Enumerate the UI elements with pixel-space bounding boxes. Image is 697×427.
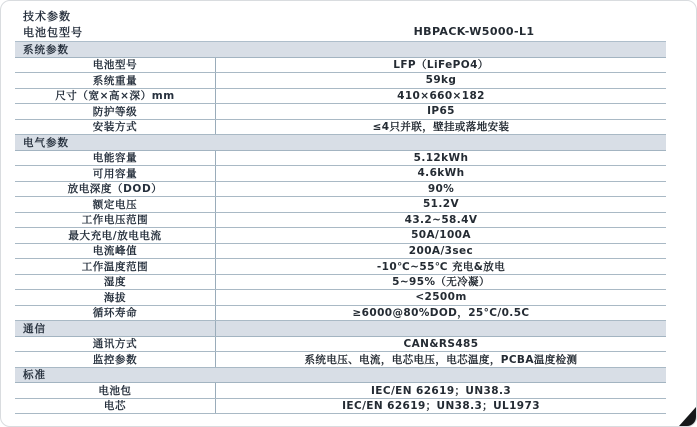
model-label: 电池包型号 xyxy=(23,25,83,39)
section-header xyxy=(15,368,666,384)
section-header-label: 标准 xyxy=(23,369,46,382)
spec-label: 电池型号 xyxy=(15,58,216,73)
spec-label: 通讯方式 xyxy=(15,337,216,352)
spec-value: 50A/100A xyxy=(411,229,471,242)
spec-label: 尺寸（宽×高×深）mm xyxy=(15,89,216,104)
section-header-label: 系统参数 xyxy=(23,43,69,56)
spec-value: 5.12kWh xyxy=(413,151,469,164)
table-row xyxy=(15,89,666,105)
table-row xyxy=(15,337,666,353)
spec-label: 放电深度（DOD） xyxy=(15,182,216,197)
spec-label: 电流峰值 xyxy=(15,244,216,259)
spec-value: 43.2~58.4V xyxy=(404,213,478,226)
table-row xyxy=(15,73,666,89)
spec-label: 系统重量 xyxy=(15,73,216,88)
table-row xyxy=(15,197,666,213)
table-row xyxy=(15,166,666,182)
spec-label: 海拔 xyxy=(15,290,216,305)
spec-value: <2500m xyxy=(415,291,467,304)
resize-corner-icon xyxy=(679,407,696,426)
spec-label: 防护等级 xyxy=(15,104,216,119)
table-row xyxy=(15,104,666,120)
section-header-filler xyxy=(216,368,666,383)
table-row xyxy=(15,213,666,229)
section-header xyxy=(15,135,666,151)
spec-label: 循环寿命 xyxy=(15,306,216,321)
table-row xyxy=(15,275,666,291)
spec-table xyxy=(15,41,666,414)
section-header xyxy=(15,321,666,337)
spec-value: 5~95%（无冷凝） xyxy=(392,276,490,289)
table-row xyxy=(15,58,666,74)
spec-sheet-content xyxy=(15,10,666,414)
spec-label: 工作温度范围 xyxy=(15,259,216,274)
spec-label: 可用容量 xyxy=(15,166,216,181)
spec-label: 电能容量 xyxy=(15,151,216,166)
spec-value: CAN&RS485 xyxy=(403,337,479,350)
spec-value: ≤4只并联，壁挂或落地安装 xyxy=(372,121,510,134)
table-row xyxy=(15,290,666,306)
spec-value: 51.2V xyxy=(422,198,460,211)
table-row xyxy=(15,151,666,167)
spec-label: 工作电压范围 xyxy=(15,213,216,228)
section-header-filler xyxy=(216,135,666,150)
spec-value: -10℃~55℃ 充电&放电 xyxy=(376,260,506,273)
table-row xyxy=(15,120,666,136)
spec-label: 安装方式 xyxy=(15,120,216,135)
spec-label: 湿度 xyxy=(15,275,216,290)
spec-label: 监控参数 xyxy=(15,352,216,367)
table-row xyxy=(15,399,666,415)
table-row xyxy=(15,228,666,244)
table-row xyxy=(15,383,666,399)
table-row xyxy=(15,244,666,260)
spec-label: 最大充电/放电电流 xyxy=(15,228,216,243)
section-header-label: 通信 xyxy=(15,321,216,336)
table-row xyxy=(15,352,666,368)
spec-label: 额定电压 xyxy=(15,197,216,212)
spec-value: IEC/EN 62619；UN38.3 xyxy=(370,384,512,397)
table-row xyxy=(15,182,666,198)
spec-value: ≥6000@80%DOD，25°C/0.5C xyxy=(352,307,530,320)
spec-value: LFP（LiFePO4） xyxy=(393,59,489,72)
spec-value: IP65 xyxy=(427,105,455,118)
model-value: HBPACK-W5000-L1 xyxy=(413,25,535,38)
spec-value: 200A/3sec xyxy=(408,244,474,257)
spec-value: 90% xyxy=(427,182,455,195)
table-row xyxy=(15,259,666,275)
spec-label: 电池包 xyxy=(15,383,216,398)
section-header-filler xyxy=(216,42,666,57)
spec-label: 电芯 xyxy=(15,399,216,414)
spec-value: 系统电压、电流，电芯电压，电芯温度，PCBA温度检测 xyxy=(304,353,578,366)
spec-value: IEC/EN 62619；UN38.3；UL1973 xyxy=(342,400,540,413)
section-header-label: 电气参数 xyxy=(23,136,69,149)
model-row xyxy=(15,24,666,39)
table-row xyxy=(15,306,666,322)
spec-value: 4.6kWh xyxy=(417,167,465,180)
spec-value: 59kg xyxy=(425,74,457,87)
section-header xyxy=(15,42,666,58)
section-header-filler xyxy=(216,321,666,336)
page-title: 技术参数 xyxy=(23,10,71,23)
spec-value: 410×660×182 xyxy=(397,89,485,102)
